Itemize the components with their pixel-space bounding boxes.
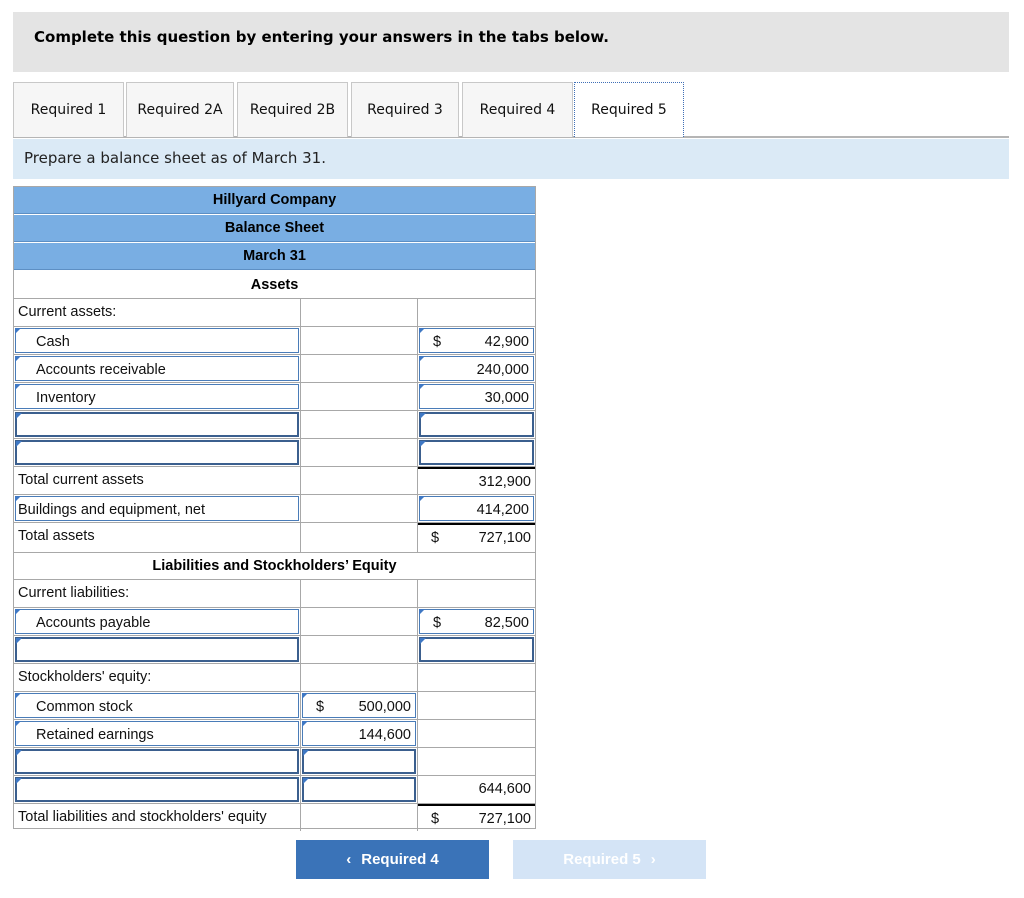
cash-label-input[interactable]: Cash — [15, 328, 299, 353]
total-equity-value: 644,600 — [478, 781, 531, 797]
buildings-amount-input[interactable]: 414,200 — [419, 496, 534, 521]
next-required-button: Required 5 › — [513, 840, 706, 879]
statement-title: Balance Sheet — [14, 215, 535, 242]
table-row — [14, 467, 535, 495]
table-row — [14, 439, 535, 467]
blank-amount-input[interactable] — [419, 637, 534, 662]
total-assets-label: Total assets — [18, 528, 95, 544]
cs-label-input[interactable]: Common stock — [15, 693, 299, 718]
total-liab-se-label: Total liabilities and stockholders' equity — [18, 809, 267, 825]
tab-required-3[interactable]: Required 3 — [351, 82, 459, 137]
tab-required-5[interactable]: Required 5 — [574, 82, 684, 137]
table-row: Total liabilities and stockholders' equity $ 727,100 — [14, 804, 535, 832]
liabilities-title: Liabilities and Stockholders’ Equity — [14, 553, 535, 580]
blank-amount-input[interactable] — [419, 440, 534, 465]
total-assets-value: 727,100 — [478, 530, 531, 546]
blank-label-input[interactable] — [15, 777, 299, 802]
blank-amount-input[interactable] — [302, 777, 416, 802]
blank-label-input[interactable] — [15, 412, 299, 437]
table-row — [14, 355, 535, 383]
table-row: Total assets $ 727,100 — [14, 523, 535, 553]
cs-amount-input[interactable]: $ 500,000 — [302, 693, 416, 718]
table-row — [14, 411, 535, 439]
table-row — [14, 495, 535, 523]
instruction-text: Complete this question by entering your answers in the tabs below. — [34, 28, 609, 46]
table-row — [14, 692, 535, 720]
stockholders-equity-label: Stockholders' equity: — [18, 669, 152, 685]
assets-title: Assets — [14, 271, 535, 299]
tab-required-4[interactable]: Required 4 — [462, 82, 573, 137]
balance-sheet — [13, 186, 536, 829]
inventory-amount-input[interactable]: 30,000 — [419, 384, 534, 409]
table-row — [14, 608, 535, 636]
prev-required-button[interactable]: ‹ Required 4 — [296, 840, 489, 879]
total-liab-se-value: 727,100 — [478, 811, 531, 827]
blank-label-input[interactable] — [15, 440, 299, 465]
blank-label-input[interactable] — [15, 749, 299, 774]
ap-label-input[interactable]: Accounts payable — [15, 609, 299, 634]
table-row — [14, 580, 535, 608]
cash-amount-input[interactable]: $ 42,900 — [419, 328, 534, 353]
chevron-right-icon: › — [650, 851, 656, 868]
table-row — [14, 748, 535, 776]
table-row — [14, 383, 535, 411]
table-row — [14, 776, 535, 804]
blank-amount-input[interactable] — [419, 412, 534, 437]
table-row — [14, 664, 535, 692]
instruction-bar — [13, 12, 1009, 72]
re-amount-input[interactable]: 144,600 — [302, 721, 416, 746]
total-current-assets-value: 312,900 — [478, 474, 531, 490]
prompt-bar — [13, 139, 1009, 179]
prompt-text: Prepare a balance sheet as of March 31. — [24, 149, 326, 167]
chevron-left-icon: ‹ — [346, 851, 352, 868]
statement-date: March 31 — [14, 243, 535, 270]
table-row — [14, 299, 535, 327]
tab-bar — [13, 82, 1009, 138]
tab-required-1[interactable]: Required 1 — [13, 82, 124, 137]
buildings-label-input[interactable]: Buildings and equipment, net — [15, 496, 299, 521]
table-row — [14, 636, 535, 664]
current-assets-label: Current assets: — [18, 304, 117, 320]
re-label-input[interactable]: Retained earnings — [15, 721, 299, 746]
tab-required-2b[interactable]: Required 2B — [237, 82, 348, 137]
current-liabilities-label: Current liabilities: — [18, 585, 130, 601]
ar-label-input[interactable]: Accounts receivable — [15, 356, 299, 381]
blank-label-input[interactable] — [15, 637, 299, 662]
ap-amount-input[interactable]: $ 82,500 — [419, 609, 534, 634]
tab-required-2a[interactable]: Required 2A — [126, 82, 234, 137]
company-name: Hillyard Company — [14, 187, 535, 214]
blank-amount-input[interactable] — [302, 749, 416, 774]
table-row — [14, 327, 535, 355]
ar-amount-input[interactable]: 240,000 — [419, 356, 534, 381]
total-current-assets-label: Total current assets — [18, 472, 144, 488]
inventory-label-input[interactable]: Inventory — [15, 384, 299, 409]
table-row — [14, 720, 535, 748]
